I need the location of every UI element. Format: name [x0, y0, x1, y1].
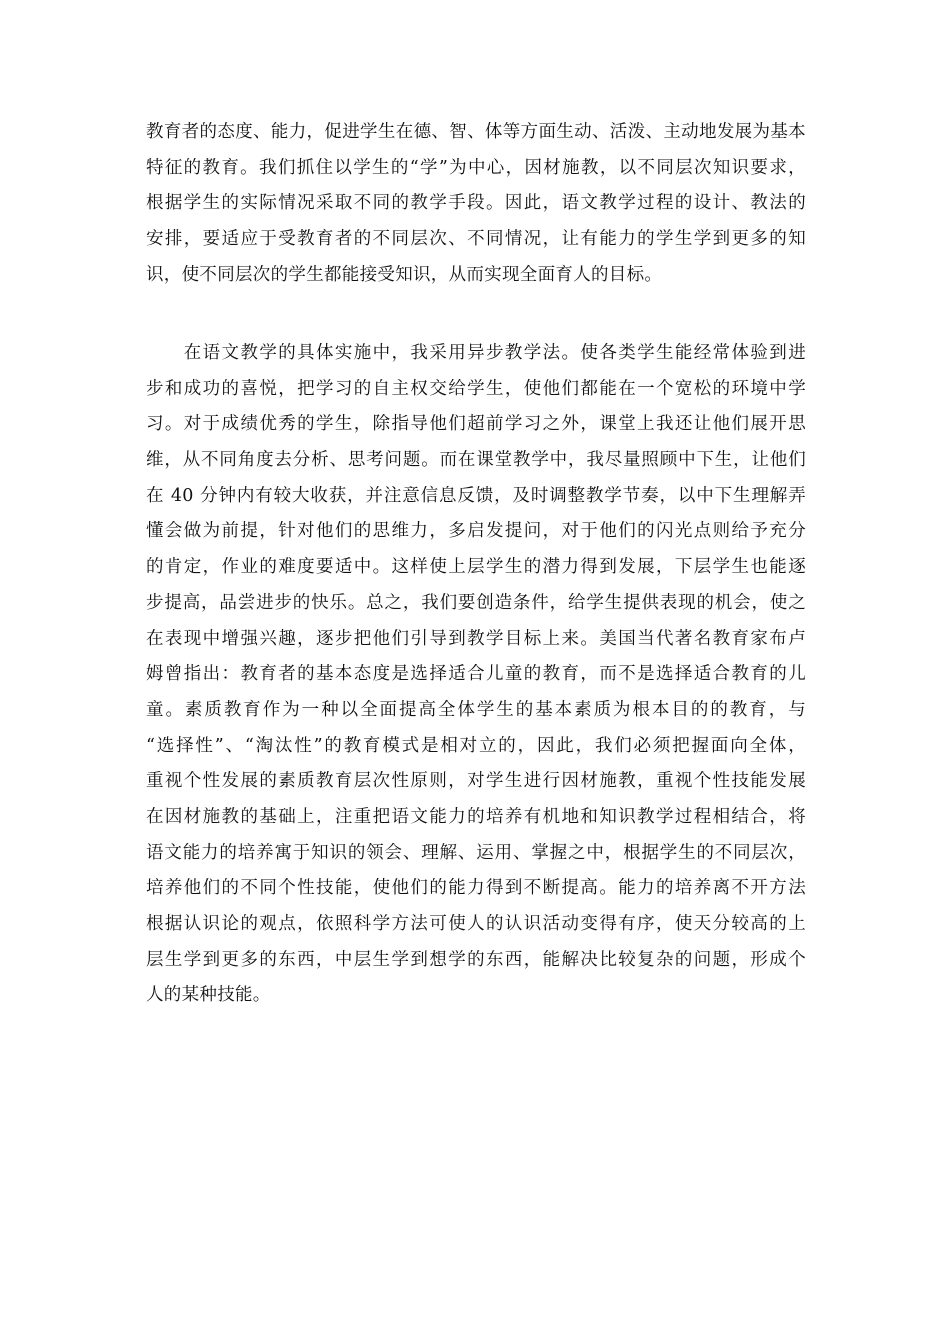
paragraph-line: 培养他们的不同个性技能，使他们的能力得到不断提高。能力的培养离不开方法: [146, 878, 806, 899]
paragraph-line: 童。素质教育作为一种以全面提高全体学生的基本素质为根本目的的教育，与: [146, 699, 806, 720]
paragraph-line: 懂会做为前提，针对他们的思维力，多启发提问，对于他们的闪光点则给予充分: [146, 521, 806, 542]
paragraph-line: 在 40 分钟内有较大收获，并注意信息反馈，及时调整教学节奏，以中下生理解弄: [146, 485, 806, 506]
paragraph-line: 根据学生的实际情况采取不同的教学手段。因此，语文教学过程的设计、教法的: [146, 193, 806, 214]
paragraph-line: “选择性”、“淘汰性”的教育模式是相对立的，因此，我们必须把握面向全体，: [146, 735, 806, 756]
paragraph-line: 识，使不同层次的学生都能接受知识，从而实现全面育人的目标。: [146, 264, 663, 285]
paragraph-line: 安排，要适应于受教育者的不同层次、不同情况，让有能力的学生学到更多的知: [146, 229, 806, 250]
paragraph-line: 在因材施教的基础上，注重把语文能力的培养有机地和知识教学过程相结合，将: [146, 806, 806, 827]
paragraph-line: 维，从不同角度去分析、思考问题。而在课堂教学中，我尽量照顾中下生，让他们: [146, 450, 806, 471]
paragraph-line: 根据认识论的观点，依照科学方法可使人的认识活动变得有序，使天分较高的上: [146, 914, 806, 934]
paragraph-line: 步和成功的喜悦，把学习的自主权交给学生，使他们都能在一个宽松的环境中学: [146, 378, 806, 399]
paragraph-2: [146, 336, 806, 1014]
paragraph-line: 特征的教育。我们抓住以学生的“学”为中心，因材施教，以不同层次知识要求，: [146, 157, 806, 178]
paragraph-line: 姆曾指出：教育者的基本态度是选择适合儿童的教育，而不是选择适合教育的儿: [146, 664, 806, 685]
paragraph-line: 习。对于成绩优秀的学生，除指导他们超前学习之外，课堂上我还让他们展开思: [146, 414, 806, 435]
paragraph-line: 教育者的态度、能力，促进学生在德、智、体等方面生动、活泼、主动地发展为基本: [146, 122, 806, 142]
paragraph-line: 层生学到更多的东西，中层生学到想学的东西，能解决比较复杂的问题，形成个: [146, 949, 806, 970]
paragraph-line: 步提高，品尝进步的快乐。总之，我们要创造条件，给学生提供表现的机会，使之: [146, 592, 806, 613]
paragraph-1: [146, 115, 806, 293]
paragraph-line: 在语文教学的具体实施中，我采用异步教学法。使各类学生能经常体验到进: [146, 343, 806, 363]
paragraph-line: 在表现中增强兴趣，逐步把他们引导到教学目标上来。美国当代著名教育家布卢: [146, 628, 806, 649]
paragraph-line: 重视个性发展的素质教育层次性原则，对学生进行因材施教，重视个性技能发展: [146, 771, 806, 792]
paragraph-line: 的肯定，作业的难度要适中。这样使上层学生的潜力得到发展，下层学生也能逐: [146, 557, 806, 578]
paragraph-line: 人的某种技能。: [146, 985, 271, 1006]
paragraph-line: 语文能力的培养寓于知识的领会、理解、运用、掌握之中，根据学生的不同层次，: [146, 842, 806, 863]
